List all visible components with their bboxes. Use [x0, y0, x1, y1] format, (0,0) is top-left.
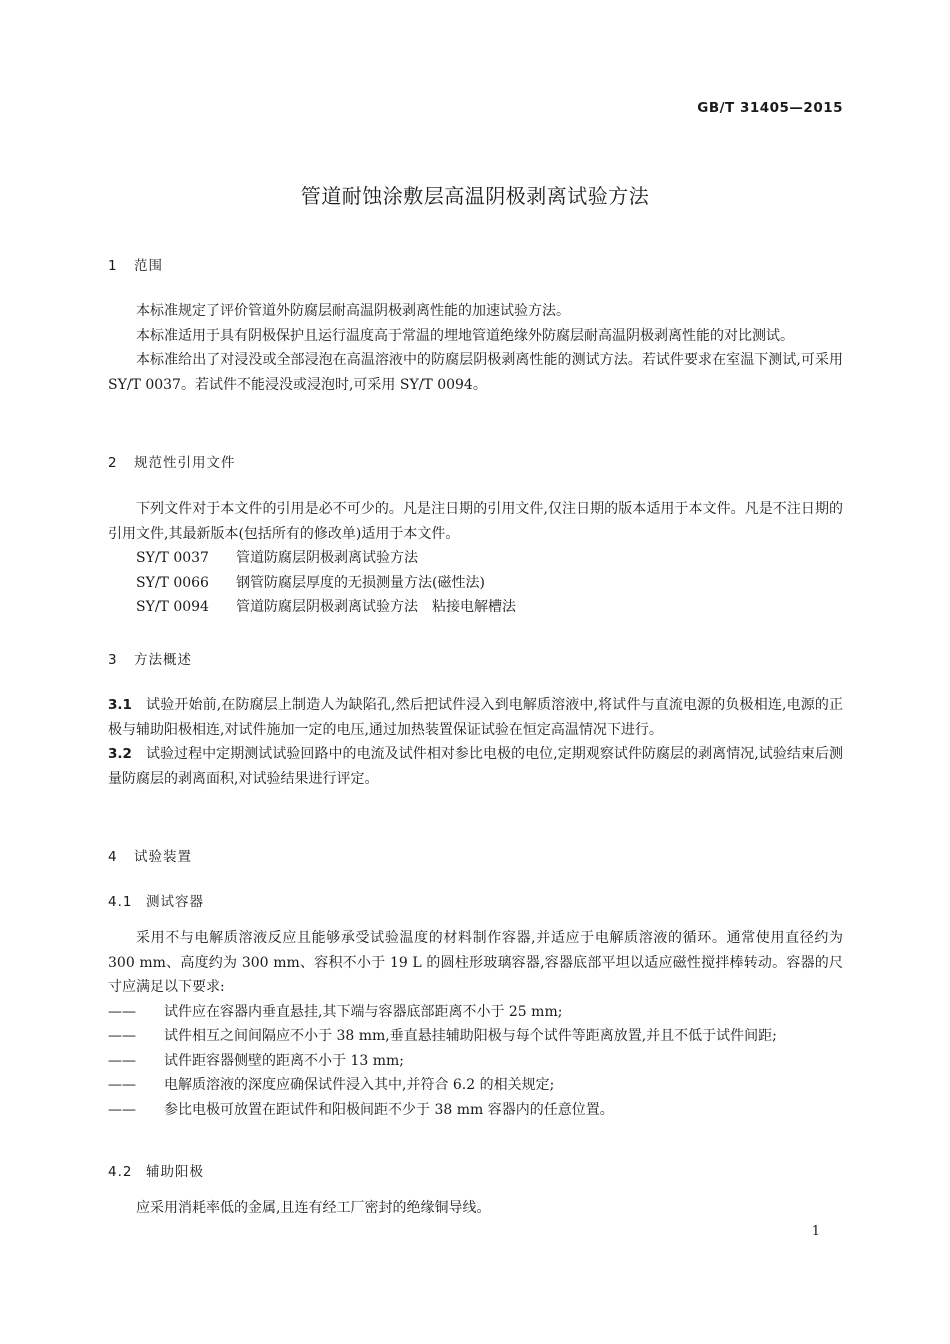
section-1-heading	[108, 254, 163, 279]
dash-marker: ——	[108, 1003, 136, 1020]
reference-title: 管道防腐层阴极剥离试验方法	[236, 550, 418, 566]
section-4-heading	[108, 845, 192, 870]
list-item	[108, 1024, 843, 1049]
section-number: 3	[108, 652, 118, 668]
subsection-4-2-body	[108, 1196, 843, 1221]
list-item-text: 电解质溶液的深度应确保试件浸入其中,并符合 6.2 的相关规定;	[164, 1077, 555, 1093]
reference-item	[108, 546, 843, 571]
section-number: 2	[108, 455, 118, 471]
reference-title: 钢管防腐层厚度的无损测量方法(磁性法)	[236, 574, 485, 591]
reference-code: SY/T 0066	[136, 574, 209, 591]
reference-code: SY/T 0037	[136, 550, 209, 566]
subsection-4-1-body	[108, 926, 843, 1122]
clause-text: 试验过程中定期测试试验回路中的电流及试件相对参比电极的电位,定期观察试件防腐层的剥离情况,试验结束后测量防腐层的剥离面积,对试验结果进行评定。	[108, 746, 843, 787]
section-2-heading	[108, 451, 236, 476]
paragraph: 应采用消耗率低的金属,且连有经工厂密封的绝缘铜导线。	[136, 1200, 491, 1216]
standard-code: GB/T 31405—2015	[697, 100, 843, 116]
paragraph: 下列文件对于本文件的引用是必不可少的。凡是注日期的引用文件,仅注日期的版本适用于本文件。凡是不注日期的引用文件,其最新版本(包括所有的修改单)适用于本文件。	[108, 501, 843, 542]
list-item	[108, 1000, 843, 1025]
subsection-4-2-heading	[108, 1160, 204, 1185]
section-3-heading	[108, 648, 192, 673]
subsection-4-1-heading	[108, 890, 204, 915]
section-title: 规范性引用文件	[134, 455, 236, 471]
section-3-body	[108, 693, 843, 791]
section-title: 试验装置	[134, 849, 192, 865]
subsection-number: 4.2	[108, 1164, 133, 1180]
dash-marker: ——	[108, 1052, 136, 1069]
dash-marker: ——	[108, 1028, 136, 1044]
subsection-number: 4.1	[108, 894, 133, 910]
list-item	[108, 1049, 843, 1074]
section-title: 方法概述	[134, 652, 192, 668]
section-1-body	[108, 299, 843, 397]
list-item-text: 试件相互之间间隔应不小于 38 mm,垂直悬挂辅助阳极与每个试件等距离放置,并且不低于试件间距;	[164, 1028, 777, 1044]
list-item-text: 试件距容器侧壁的距离不小于 13 mm;	[164, 1052, 404, 1069]
subsection-title: 测试容器	[146, 894, 204, 910]
paragraph: 本标准规定了评价管道外防腐层耐高温阴极剥离性能的加速试验方法。	[136, 303, 570, 319]
reference-title: 管道防腐层阴极剥离试验方法 粘接电解槽法	[236, 599, 516, 615]
reference-item	[108, 571, 843, 596]
subsection-title: 辅助阳极	[146, 1164, 204, 1180]
list-item-text: 参比电极可放置在距试件和阳极间距不少于 38 mm 容器内的任意位置。	[164, 1101, 614, 1118]
reference-code: SY/T 0094	[136, 599, 209, 615]
section-title: 范围	[134, 258, 163, 274]
paragraph: 采用不与电解质溶液反应且能够承受试验温度的材料制作容器,并适应于电解质溶液的循环。通常使用直径约为 300 mm、高度约为 300 mm、容积不小于 19 L 的圆柱形玻璃容器,容器底部平坦以适应磁性搅拌棒转动。容器的尺寸应满足以下要求:	[108, 930, 843, 995]
section-number: 1	[108, 258, 118, 274]
paragraph: 本标准适用于具有阴极保护且运行温度高于常温的埋地管道绝缘外防腐层耐高温阴极剥离性能的对比测试。	[136, 327, 794, 344]
reference-item	[108, 595, 843, 620]
section-2-body	[108, 497, 843, 620]
clause-number: 3.1	[108, 697, 132, 713]
paragraph: 本标准给出了对浸没或全部浸泡在高温溶液中的防腐层阴极剥离性能的测试方法。若试件要求在室温下测试,可采用 SY/T 0037。若试件不能浸没或浸泡时,可采用 SY/T 0094。	[108, 352, 843, 393]
clause-text: 试验开始前,在防腐层上制造人为缺陷孔,然后把试件浸入到电解质溶液中,将试件与直流电源的负极相连,电源的正极与辅助阳极相连,对试件施加一定的电压,通过加热装置保证试验在恒定高温情况下进行。	[108, 697, 843, 738]
list-item	[108, 1073, 843, 1098]
dash-marker: ——	[108, 1077, 136, 1093]
clause-number: 3.2	[108, 746, 132, 762]
list-item-text: 试件应在容器内垂直悬挂,其下端与容器底部距离不小于 25 mm;	[164, 1003, 563, 1020]
document-title: 管道耐蚀涂敷层高温阴极剥离试验方法	[300, 184, 650, 208]
clause-3-1	[108, 693, 843, 742]
clause-3-2	[108, 742, 843, 791]
list-item	[108, 1098, 843, 1123]
page-number: 1	[811, 1224, 820, 1239]
dash-marker: ——	[108, 1101, 136, 1118]
section-number: 4	[108, 849, 118, 865]
